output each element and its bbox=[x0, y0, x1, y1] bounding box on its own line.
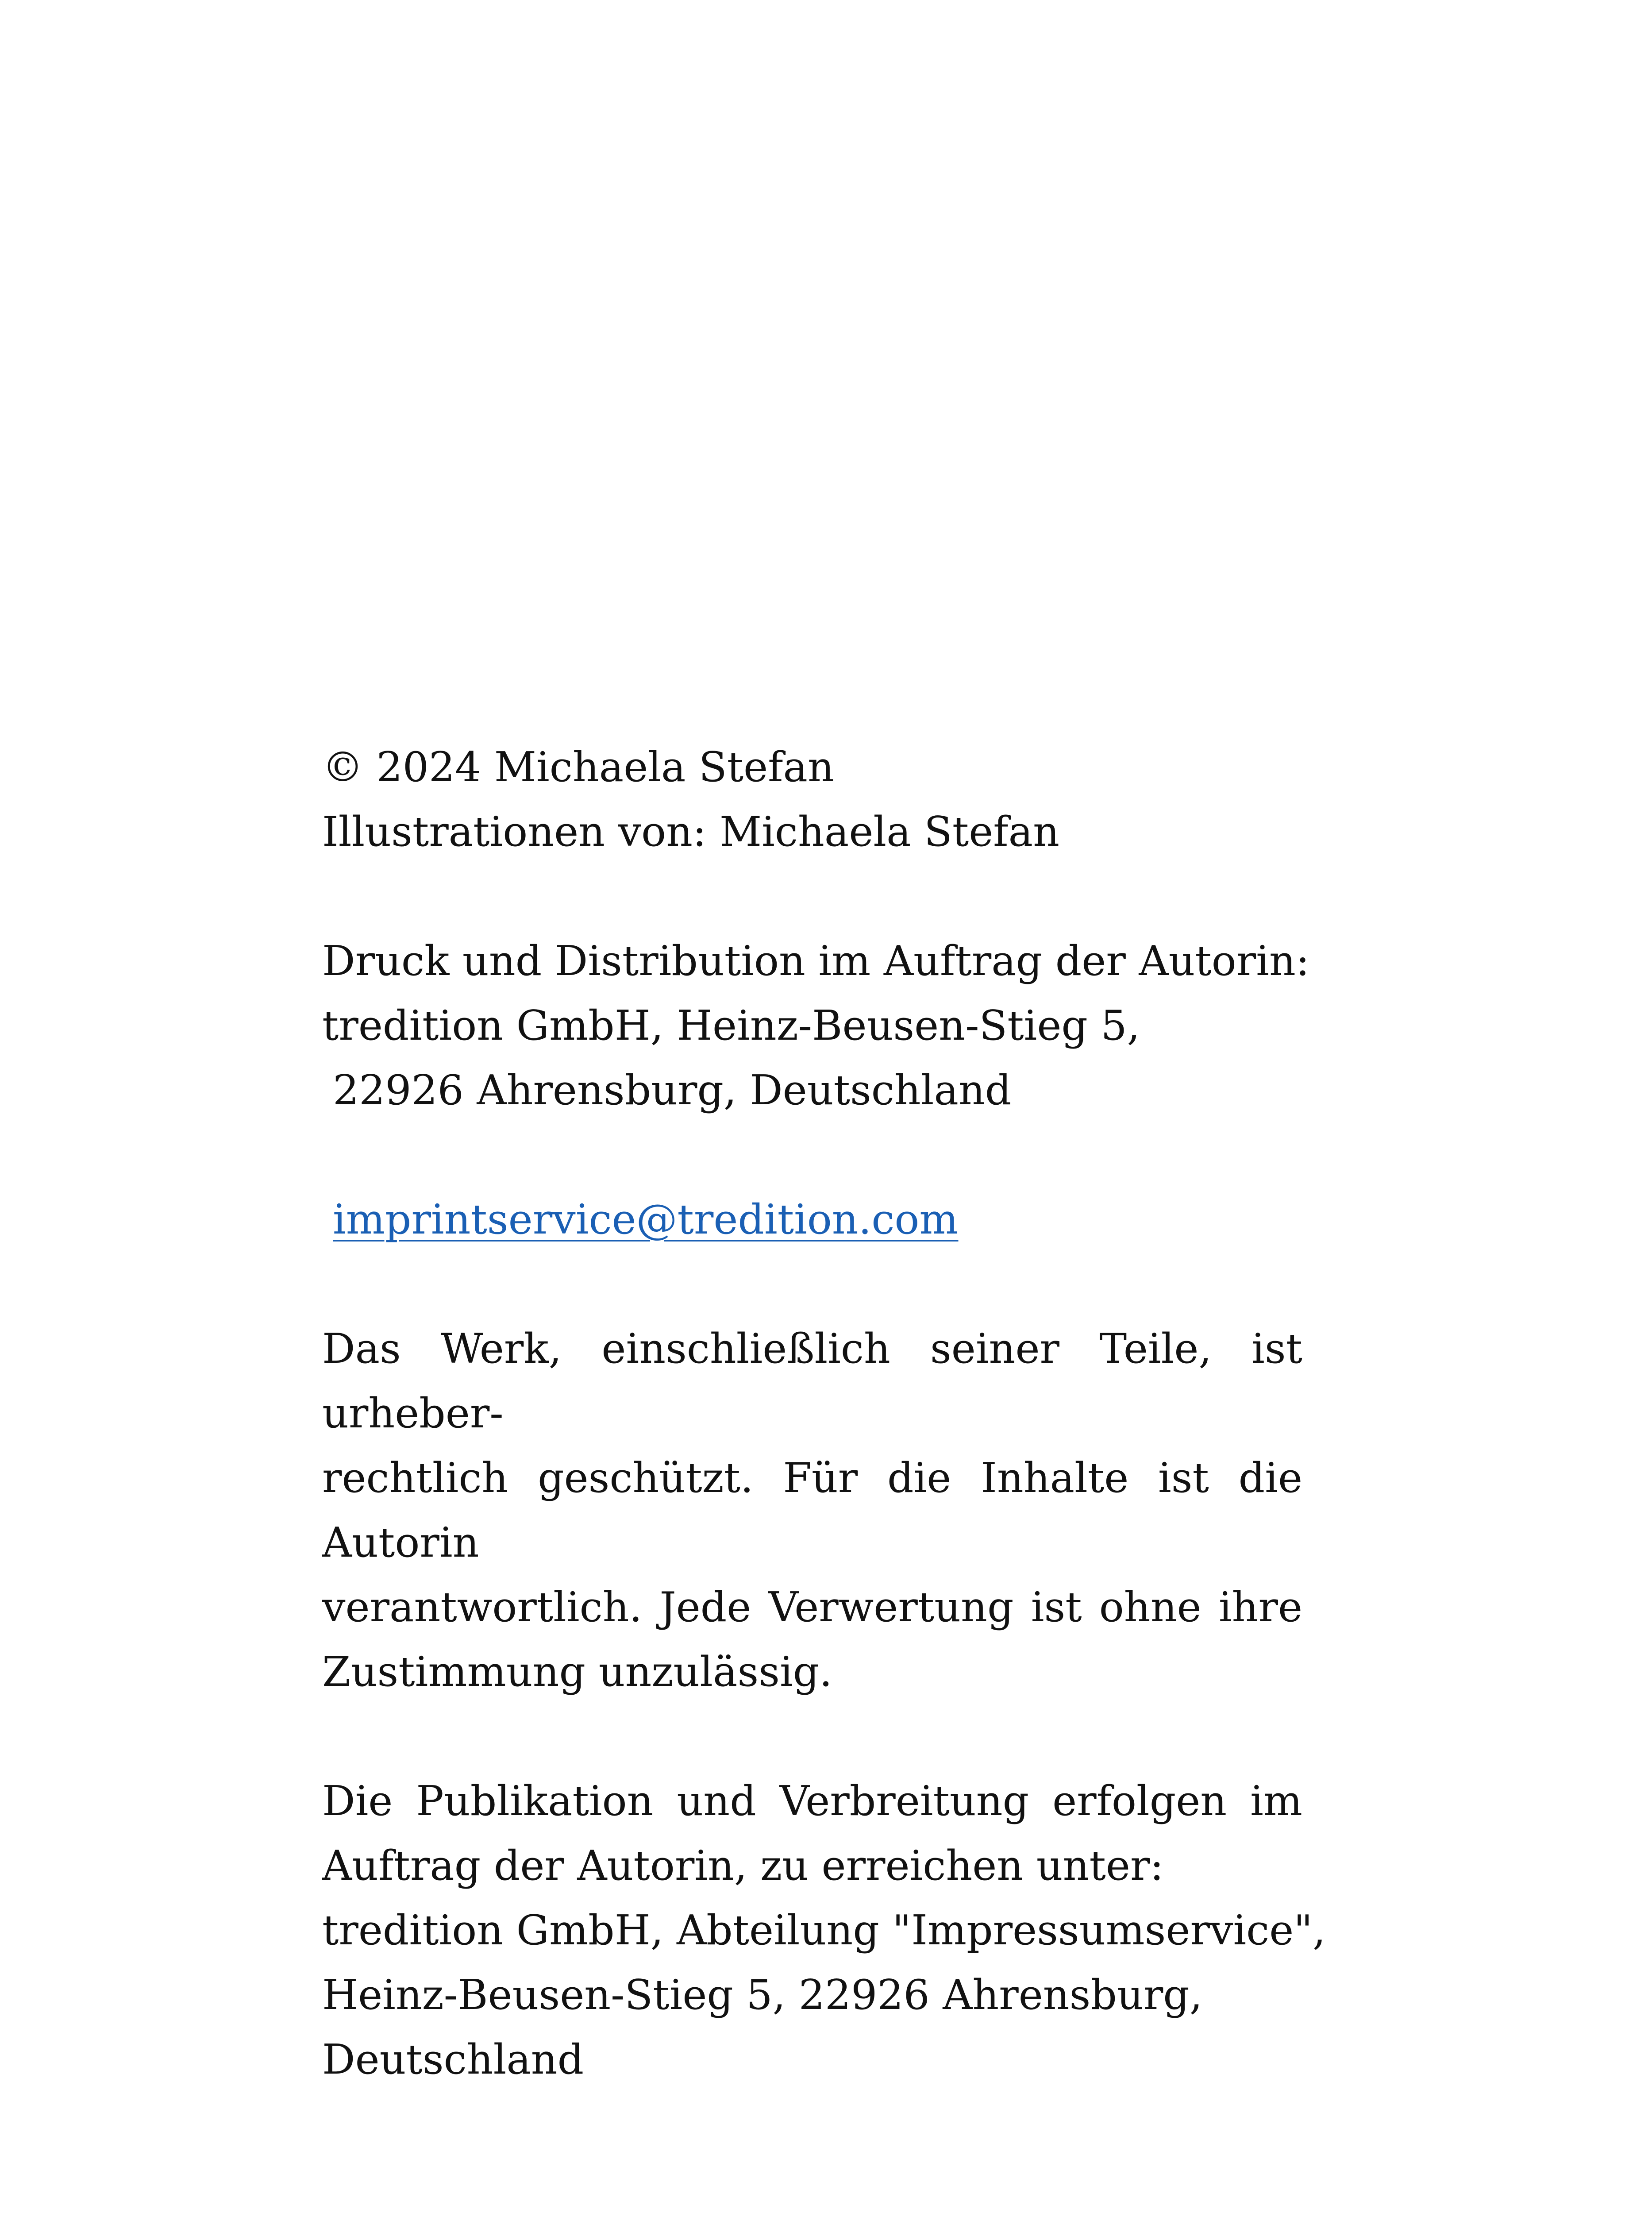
publisher-address-street: tredition GmbH, Heinz-Beusen-Stieg 5, bbox=[322, 1002, 1140, 1049]
publication-notice-line: Die Publikation und Verbreitung erfolgen im bbox=[322, 1777, 1302, 1825]
spacer bbox=[322, 864, 1302, 929]
publication-notice-line: Heinz-Beusen-Stieg 5, 22926 Ahrensburg, bbox=[322, 1971, 1203, 2019]
spacer bbox=[322, 1122, 1302, 1187]
spacer bbox=[322, 1252, 1302, 1316]
publication-notice-line: tredition GmbH, Abteilung "Impressumservice", bbox=[322, 1906, 1326, 1954]
copyright-notice-line: rechtlich geschützt. Für die Inhalte ist die Autorin bbox=[322, 1454, 1302, 1566]
spacer bbox=[322, 1704, 1302, 1769]
copyright-notice-line: Das Werk, einschließlich seiner Teile, ist urheber- bbox=[322, 1325, 1302, 1437]
publication-notice-line: Deutschland bbox=[322, 2036, 584, 2083]
print-distribution-heading: Druck und Distribution im Auftrag der Autorin: bbox=[322, 937, 1310, 985]
copyright-line: © 2024 Michaela Stefan bbox=[322, 743, 834, 791]
publisher-address-city: 22926 Ahrensburg, Deutschland bbox=[333, 1066, 1012, 1114]
email-line bbox=[322, 1187, 1302, 1252]
publication-notice-line: Auftrag der Autorin, zu erreichen unter: bbox=[322, 1842, 1164, 1889]
copyright-notice-line: Zustimmung unzulässig. bbox=[322, 1648, 832, 1696]
copyright-notice-line: verantwortlich. Jede Verwertung ist ohne ihre bbox=[322, 1583, 1302, 1631]
email-link[interactable]: imprintservice@tredition.com bbox=[333, 1195, 959, 1243]
publication-notice-paragraph bbox=[322, 1769, 1326, 2092]
illustrations-line: Illustrationen von: Michaela Stefan bbox=[322, 808, 1060, 856]
imprint-content bbox=[322, 735, 1326, 2092]
copyright-notice-paragraph bbox=[322, 1316, 1302, 1704]
